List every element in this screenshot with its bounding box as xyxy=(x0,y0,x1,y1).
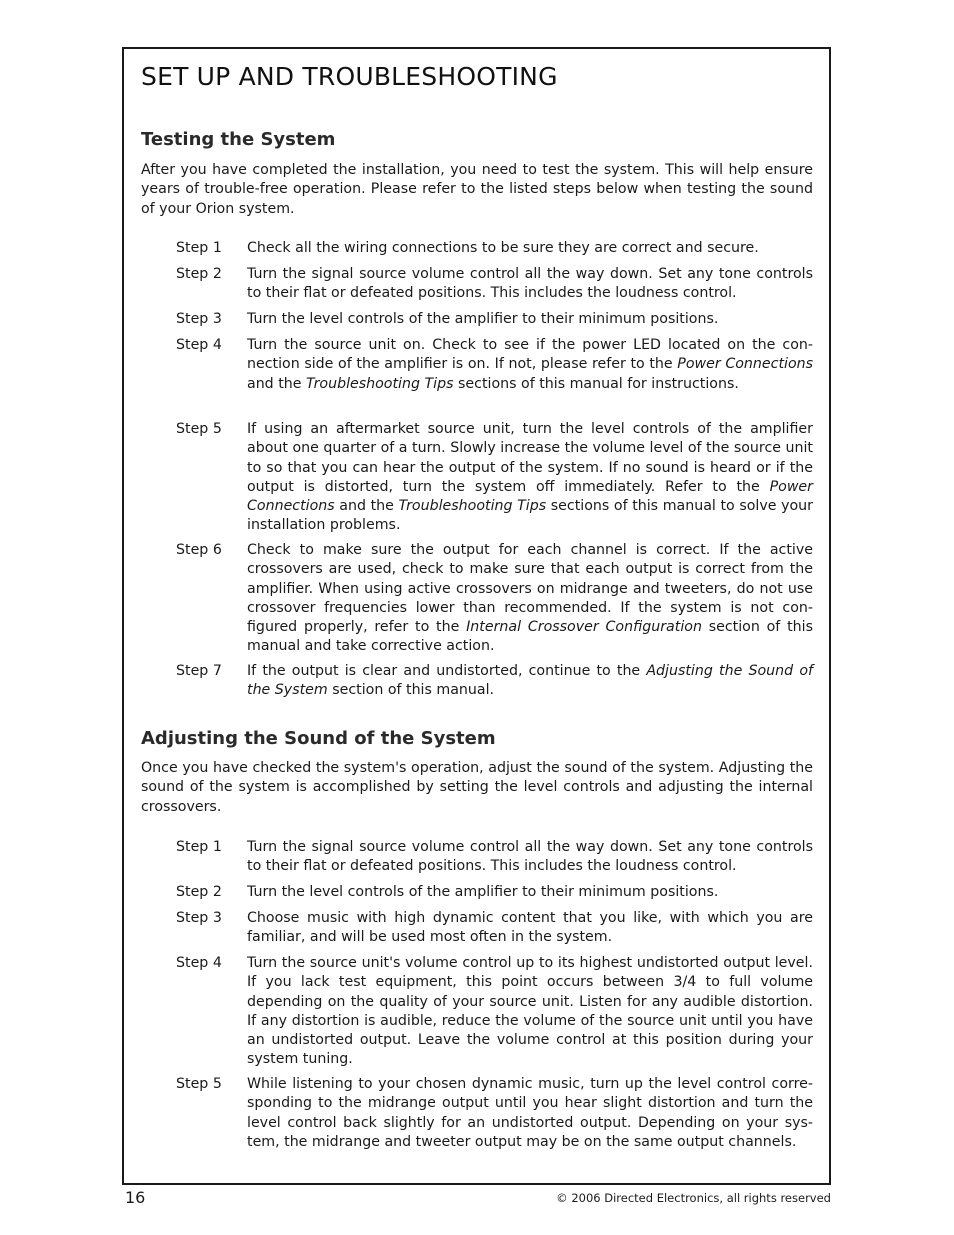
step-label: Step 6 xyxy=(176,542,222,558)
testing-step-3 xyxy=(176,310,813,329)
adjusting-step-1 xyxy=(176,838,813,877)
step-text: Choose music with high dynamic content that you like, with which you are familiar, and will be used most often in the system. xyxy=(247,910,813,946)
copyright-notice: © 2006 Directed Electronics, all rights reserved xyxy=(556,1191,831,1205)
step-label: Step 4 xyxy=(176,337,222,353)
step-text: Turn the level controls of the amplifier to their minimum positions. xyxy=(247,311,719,327)
step-text: Turn the source unit's volume control up to its highest undistorted output level. If you lack test equipment, this point occurs between 3/4 to full volume depending on the quality of your source unit. Listen for any audible distortion. If any distortion is audible, reduce the volume of the source unit until you have an undistorted output. Leave the volume control at this position during your system tuning. xyxy=(247,955,813,1068)
adjusting-intro: Once you have checked the system's operation, adjust the sound of the system. Adjusting the sound of the system is accomplished by setting the level controls and adjusting the internal crossovers. xyxy=(141,760,813,815)
step-label: Step 2 xyxy=(176,266,222,282)
adjusting-step-5 xyxy=(176,1075,813,1152)
testing-step-5 xyxy=(176,420,813,536)
step-text: If using an aftermarket source unit, turn the level controls of the amplifier about one quarter of a turn. Slowly increase the volume level of the source unit to so that you can hear the output of the system. If no sound is heard or if the output is distorted, turn the system off immediately. Refer to the Power Connections and the Troubleshooting Tips sections of this manual to solve your installation problems. xyxy=(247,421,813,534)
step-text: Turn the level controls of the amplifier to their minimum positions. xyxy=(247,884,719,900)
adjusting-step-4 xyxy=(176,954,813,1070)
step-label: Step 3 xyxy=(176,910,222,926)
step-text: Turn the signal source volume control all the way down. Set any tone controls to their flat or defeated positions. This includes the loudness control. xyxy=(247,839,813,875)
step-text: Check to make sure the output for each channel is correct. If the active crossovers are used, check to make sure that each output is correct from the amplifier. When using active crossovers on midrange and tweeters, do not use crossover frequencies lower than recommended. If the system is not configured properly, refer to the Internal Crossover Configuration section of this manual and take corrective action. xyxy=(247,542,813,655)
step-label: Step 4 xyxy=(176,955,222,971)
step-label: Step 3 xyxy=(176,311,222,327)
page-title: SET UP AND TROUBLESHOOTING xyxy=(141,62,558,91)
step-label: Step 1 xyxy=(176,240,222,256)
testing-intro: After you have completed the installation, you need to test the system. This will help ensure years of trouble-free operation. Please refer to the listed steps below when testing the sound of your Orion system. xyxy=(141,162,813,217)
step-label: Step 7 xyxy=(176,663,222,679)
step-label: Step 5 xyxy=(176,421,222,437)
step-text: Turn the source unit on. Check to see if the power LED located on the connection side of the amplifier is on. If not, please refer to the Power Connections and the Troubleshooting Tips sections of this manual for instructions. xyxy=(247,337,814,392)
step-label: Step 5 xyxy=(176,1076,222,1092)
step-text: Turn the signal source volume control all the way down. Set any tone controls to their flat or defeated positions. This includes the loudness control. xyxy=(247,266,813,302)
step-text: If the output is clear and undistorted, continue to the Adjusting the Sound of the System section of this manual. xyxy=(247,663,813,699)
section-heading-adjusting: Adjusting the Sound of the System xyxy=(141,728,496,749)
page-number: 16 xyxy=(125,1188,146,1207)
step-text: Check all the wiring connections to be sure they are correct and secure. xyxy=(247,240,759,256)
testing-step-2 xyxy=(176,265,813,304)
step-label: Step 1 xyxy=(176,839,222,855)
testing-step-6 xyxy=(176,541,813,657)
step-text: While listening to your chosen dynamic music, turn up the level control corresponding to the midrange output until you hear slight distortion and turn the level control back slightly for an undistorted output. Depending on your system, the midrange and tweeter output may be on the same output channels. xyxy=(247,1076,813,1150)
testing-step-7 xyxy=(176,662,813,701)
testing-step-1 xyxy=(176,239,813,258)
section-heading-testing: Testing the System xyxy=(141,129,336,150)
adjusting-step-3 xyxy=(176,909,813,948)
step-label: Step 2 xyxy=(176,884,222,900)
adjusting-step-2 xyxy=(176,883,813,902)
testing-step-4 xyxy=(176,336,813,394)
